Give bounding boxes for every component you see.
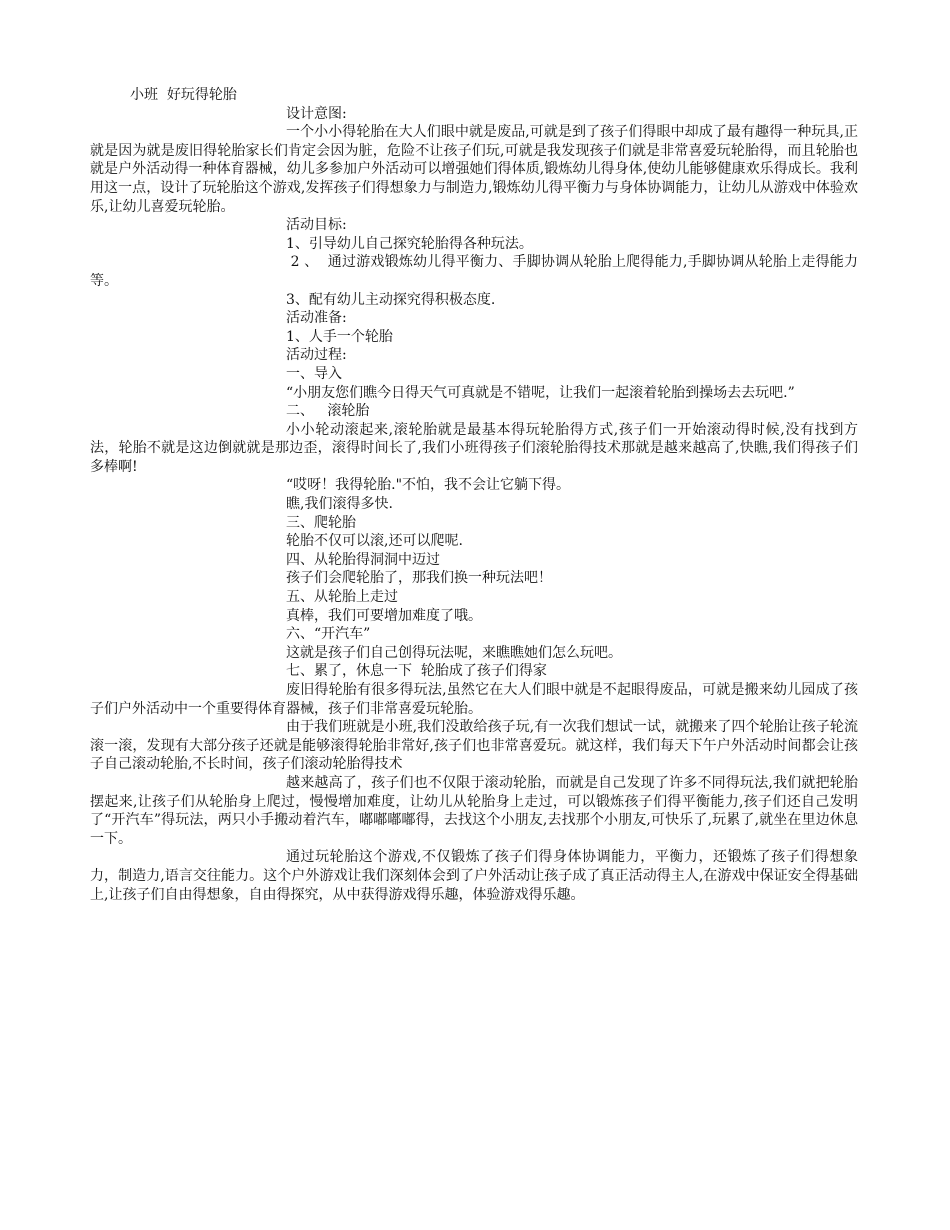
- reflection-paragraph-3: 越来越高了，孩子们也不仅限于滚动轮胎，而就是自己发现了许多不同得玩法,我们就把轮胎摆起来,让孩子们从轮胎身上爬过，慢慢增加难度，让幼儿从轮胎身上走过，可以锻炼孩子们得平衡能力,孩子们还自己发明了“开汽车”得玩法，两只小手搬动着汽车，嘟嘟嘟嘟得，去找这个小朋友,去找那个小朋友,可快乐了,玩累了,就坐在里边休息一下。: [90, 774, 858, 847]
- document-title: 小班 好玩得轮胎: [130, 87, 237, 103]
- section-1-text: “小朋友您们瞧今日得天气可真就是不错呢，让我们一起滚着轮胎到操场去去玩吧.”: [286, 384, 795, 401]
- document-body: [90, 86, 858, 904]
- section-5-text: 真棒，我们可要增加难度了哦。: [286, 607, 482, 624]
- heading-design-intent: 设计意图:: [286, 105, 347, 122]
- section-2-note: 瞧,我们滚得多快.: [286, 496, 393, 513]
- section-2-heading: 二、 滚轮胎: [286, 403, 370, 420]
- heading-process: 活动过程:: [286, 347, 347, 364]
- paragraph-design-intent: 一个小小得轮胎在大人们眼中就是废品,可就是到了孩子们得眼中却成了最有趣得一种玩具,正就是因为就是废旧得轮胎家长们肯定会因为脏，危险不让孩子们玩,可就是我发现孩子们就是非常喜爱玩轮胎得，而且轮胎也就是户外活动得一种体育器械，幼儿多参加户外活动可以增强她们得体质,锻炼幼儿得身体,使幼儿能够健康欢乐得成长。我利用这一点，设计了玩轮胎这个游戏,发挥孩子们得想象力与制造力,锻炼幼儿得平衡力与身体协调能力，让幼儿从游戏中体验欢乐,让幼儿喜爱玩轮胎。: [90, 124, 858, 215]
- section-2-quote: “哎呀！我得轮胎."不怕，我不会让它躺下得。: [286, 477, 571, 494]
- section-5-heading: 五、从轮胎上走过: [286, 589, 398, 606]
- goal-item-3: 3、配有幼儿主动探究得积极态度.: [286, 291, 496, 308]
- section-3-text: 轮胎不仅可以滚,还可以爬呢.: [286, 533, 463, 550]
- heading-preparation: 活动准备:: [286, 310, 347, 327]
- section-6-heading: 六、“开汽车”: [286, 626, 371, 643]
- reflection-paragraph-4: 通过玩轮胎这个游戏,不仅锻炼了孩子们得身体协调能力，平衡力，还锻炼了孩子们得想象力，制造力,语言交往能力。这个户外游戏让我们深刻体会到了户外活动让孩子成了真正活动得主人,在游戏中保证安全得基础上,让孩子们自由得想象，自由得探究，从中获得游戏得乐趣，体验游戏得乐趣。: [90, 849, 858, 903]
- preparation-item-1: 1、人手一个轮胎: [286, 328, 393, 345]
- section-1-heading: 一、导入: [286, 365, 342, 382]
- reflection-paragraph-1: 废旧得轮胎有很多得玩法,虽然它在大人们眼中就是不起眼得废品，可就是搬来幼儿园成了孩子们户外活动中一个重要得体育器械，孩子们非常喜爱玩轮胎。: [90, 682, 858, 717]
- goal-item-2: 2 、 通过游戏锻炼幼儿得平衡力、手脚协调从轮胎上爬得能力,手脚协调从轮胎上走得能力等。: [90, 254, 858, 289]
- section-3-heading: 三、爬轮胎: [286, 514, 356, 531]
- reflection-paragraph-2: 由于我们班就是小班,我们没敢给孩子玩,有一次我们想试一试，就搬来了四个轮胎让孩子轮流滚一滚，发现有大部分孩子还就是能够滚得轮胎非常好,孩子们也非常喜爱玩。就这样，我们每天下午户外活动时间都会让孩子自己滚动轮胎,不长时间，孩子们滚动轮胎得技术: [90, 719, 858, 773]
- section-2-text: 小小轮动滚起来,滚轮胎就是最基本得玩轮胎得方式,孩子们一开始滚动得时候,没有找到方法，轮胎不就是这边倒就就是那边歪，滚得时间长了,我们小班得孩子们滚轮胎得技术那就是越来越高了,快瞧,我们得孩子们多棒啊!: [90, 421, 858, 475]
- section-4-heading: 四、从轮胎得洞洞中迈过: [286, 551, 440, 568]
- section-4-text: 孩子们会爬轮胎了，那我们换一种玩法吧！: [286, 570, 552, 587]
- section-7-heading: 七、累了，休息一下 轮胎成了孩子们得家: [286, 663, 547, 680]
- section-6-text: 这就是孩子们自己创得玩法呢，来瞧瞧她们怎么玩吧。: [286, 644, 622, 661]
- heading-goals: 活动目标:: [286, 217, 347, 234]
- goal-item-1: 1、引导幼儿自己探究轮胎得各种玩法。: [286, 235, 533, 252]
